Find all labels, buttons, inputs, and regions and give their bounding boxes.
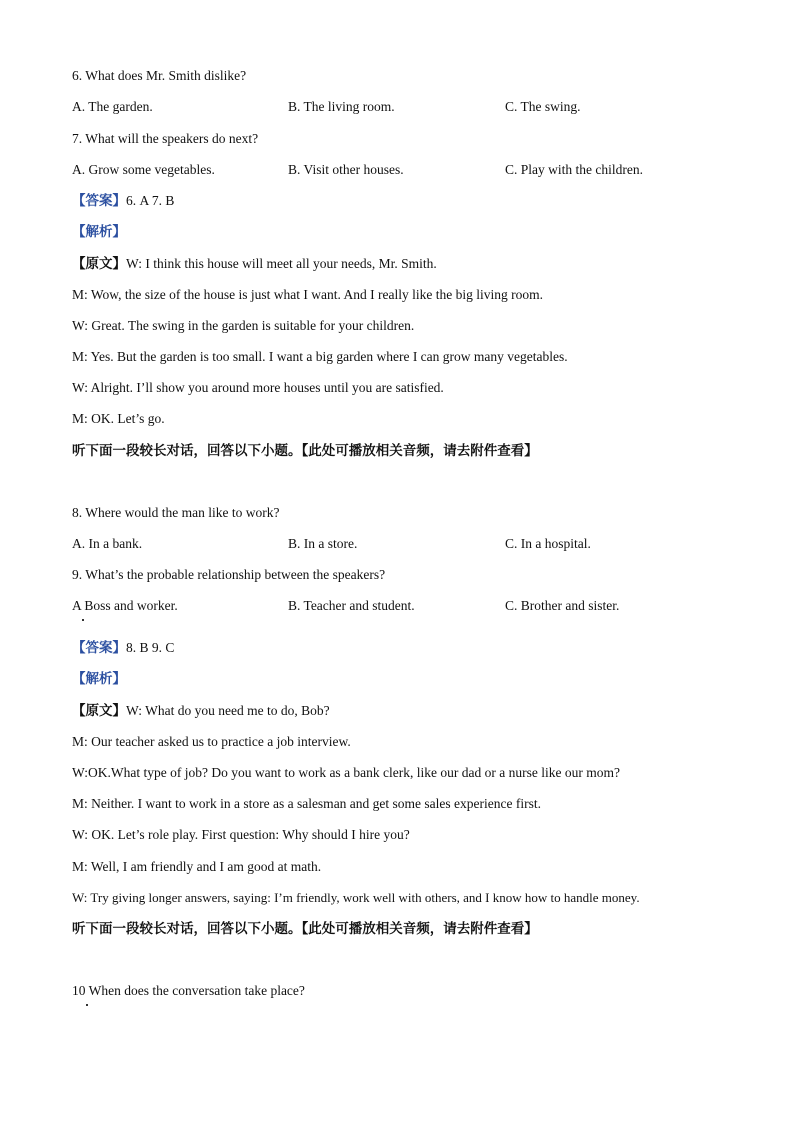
transcript-line: W: Try giving longer answers, saying: I’m friendly, work well with others, and I know how to handle money. <box>72 890 640 905</box>
answer-block-2 <box>72 639 174 657</box>
q6-option-b: B. The living room. <box>288 99 395 114</box>
question-6: 6. What does Mr. Smith dislike? <box>72 68 247 83</box>
answer-text: 8. B 9. C <box>126 640 175 655</box>
stray-mark <box>86 1004 88 1006</box>
transcript-line: M: Well, I am friendly and I am good at math. <box>72 859 322 874</box>
listening-instruction: 听下面一段较长对话，回答以下小题。【此处可播放相关音频，请去附件查看】 <box>72 443 538 459</box>
question-9: 9. What’s the probable relationship between the speakers? <box>72 567 386 582</box>
transcript-line: M: OK. Let’s go. <box>72 411 165 426</box>
q7-option-b: B. Visit other houses. <box>288 162 404 177</box>
question-10: 10 When does the conversation take place? <box>72 983 305 998</box>
answer-block-1 <box>72 192 174 210</box>
stray-mark <box>82 619 84 621</box>
transcript-label: 【原文】 <box>72 703 126 719</box>
transcript-1-first-line <box>72 255 437 273</box>
q6-option-c: C. The swing. <box>505 99 581 114</box>
transcript-line: W:OK.What type of job? Do you want to work as a bank clerk, like our dad or a nurse like our mom? <box>72 765 620 780</box>
transcript-line: M: Our teacher asked us to practice a job interview. <box>72 734 351 749</box>
q7-option-c: C. Play with the children. <box>505 162 643 177</box>
analysis-label: 【解析】 <box>72 224 126 240</box>
transcript-line: W: I think this house will meet all your needs, Mr. Smith. <box>126 256 437 271</box>
transcript-line: W: What do you need me to do, Bob? <box>126 703 330 718</box>
question-7: 7. What will the speakers do next? <box>72 131 259 146</box>
q8-option-a: A. In a bank. <box>72 536 143 551</box>
analysis-label: 【解析】 <box>72 671 126 687</box>
analysis-block-1 <box>72 223 126 241</box>
q9-option-c: C. Brother and sister. <box>505 598 620 613</box>
transcript-line: M: Yes. But the garden is too small. I want a big garden where I can grow many vegetables. <box>72 349 568 364</box>
answer-text: 6. A 7. B <box>126 193 175 208</box>
q9-option-a: A Boss and worker. <box>72 598 178 613</box>
answer-label: 【答案】 <box>72 640 126 656</box>
transcript-label: 【原文】 <box>72 256 126 272</box>
transcript-line: W: Great. The swing in the garden is suitable for your children. <box>72 318 415 333</box>
transcript-line: M: Wow, the size of the house is just what I want. And I really like the big living room. <box>72 287 543 302</box>
transcript-line: W: OK. Let’s role play. First question: Why should I hire you? <box>72 827 410 842</box>
q9-option-b: B. Teacher and student. <box>288 598 415 613</box>
q8-option-c: C. In a hospital. <box>505 536 591 551</box>
answer-label: 【答案】 <box>72 193 126 209</box>
question-8: 8. Where would the man like to work? <box>72 505 280 520</box>
analysis-block-2 <box>72 670 126 688</box>
transcript-line: M: Neither. I want to work in a store as a salesman and get some sales experience first. <box>72 796 541 811</box>
q6-option-a: A. The garden. <box>72 99 153 114</box>
q8-option-b: B. In a store. <box>288 536 358 551</box>
transcript-2-first-line <box>72 702 330 720</box>
q7-option-a: A. Grow some vegetables. <box>72 162 215 177</box>
listening-instruction: 听下面一段较长对话，回答以下小题。【此处可播放相关音频，请去附件查看】 <box>72 921 538 937</box>
transcript-line: W: Alright. I’ll show you around more houses until you are satisfied. <box>72 380 444 395</box>
